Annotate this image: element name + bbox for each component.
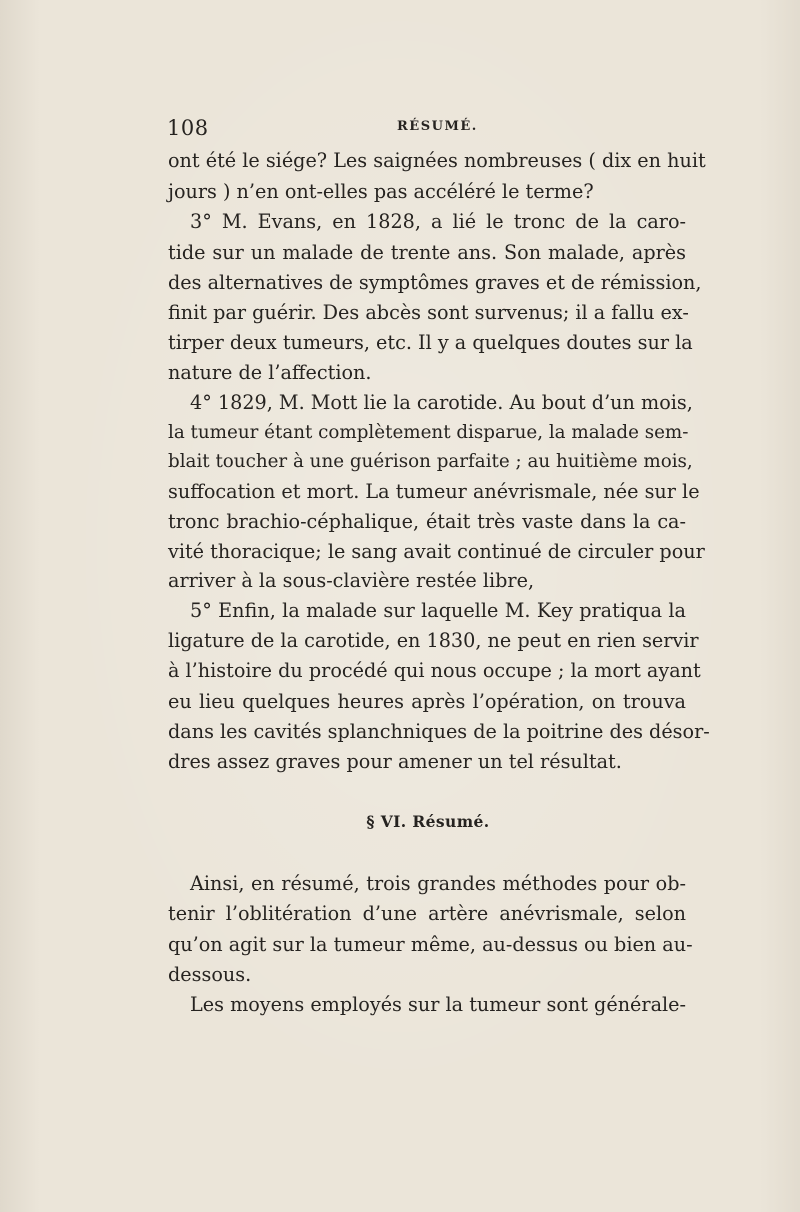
text-line: dessous. bbox=[168, 963, 252, 986]
text-line: 5° Enfin, la malade sur laquelle M. Key pratiqua la bbox=[190, 599, 686, 622]
running-head: RÉSUMÉ. bbox=[397, 119, 478, 134]
text-line: Ainsi, en résumé, trois grandes méthodes pour ob- bbox=[190, 872, 686, 895]
text-line: eu lieu quelques heures après l’opération, on trouva bbox=[168, 690, 686, 713]
text-line: nature de l’affection. bbox=[168, 361, 372, 384]
text-line: finit par guérir. Des abcès sont survenus; il a fallu ex- bbox=[168, 301, 689, 324]
text-line: arriver à la sous-clavière restée libre, bbox=[168, 569, 535, 592]
text-line: à l’histoire du procédé qui nous occupe ; la mort ayant bbox=[168, 659, 701, 682]
text-line: ont été le siége? Les saignées nombreuses ( dix en huit bbox=[168, 149, 706, 172]
page-number: 108 bbox=[167, 116, 209, 140]
text-line: tirper deux tumeurs, etc. Il y a quelques doutes sur la bbox=[168, 331, 693, 354]
text-line: blait toucher à une guérison parfaite ; au huitième mois, bbox=[168, 451, 693, 472]
text-line: qu’on agit sur la tumeur même, au-dessus ou bien au- bbox=[168, 933, 693, 956]
text-line: 3° M. Evans, en 1828, a lié le tronc de la caro- bbox=[190, 210, 686, 233]
page-header bbox=[167, 112, 687, 142]
text-line: 4° 1829, M. Mott lie la carotide. Au bout d’un mois, bbox=[190, 391, 693, 414]
text-line: tide sur un malade de trente ans. Son malade, après bbox=[168, 241, 686, 264]
text-line: la tumeur étant complètement disparue, la malade sem- bbox=[168, 422, 689, 443]
text-line: Les moyens employés sur la tumeur sont générale- bbox=[190, 993, 686, 1016]
text-line: dres assez graves pour amener un tel résultat. bbox=[168, 750, 622, 773]
text-line: jours ) n’en ont-elles pas accéléré le terme? bbox=[168, 180, 594, 203]
text-line: tronc brachio-céphalique, était très vaste dans la ca- bbox=[168, 510, 686, 533]
text-line: suffocation et mort. La tumeur anévrismale, née sur le bbox=[168, 480, 700, 503]
text-line: ligature de la carotide, en 1830, ne peut en rien servir bbox=[168, 629, 699, 652]
text-line: des alternatives de symptômes graves et de rémission, bbox=[168, 271, 702, 294]
text-line: dans les cavités splanchniques de la poitrine des désor- bbox=[168, 720, 710, 743]
text-line: vité thoracique; le sang avait continué de circuler pour bbox=[168, 540, 705, 563]
section-heading: § VI. Résumé. bbox=[366, 812, 490, 831]
text-line: tenir l’oblitération d’une artère anévrismale, selon bbox=[168, 902, 686, 925]
